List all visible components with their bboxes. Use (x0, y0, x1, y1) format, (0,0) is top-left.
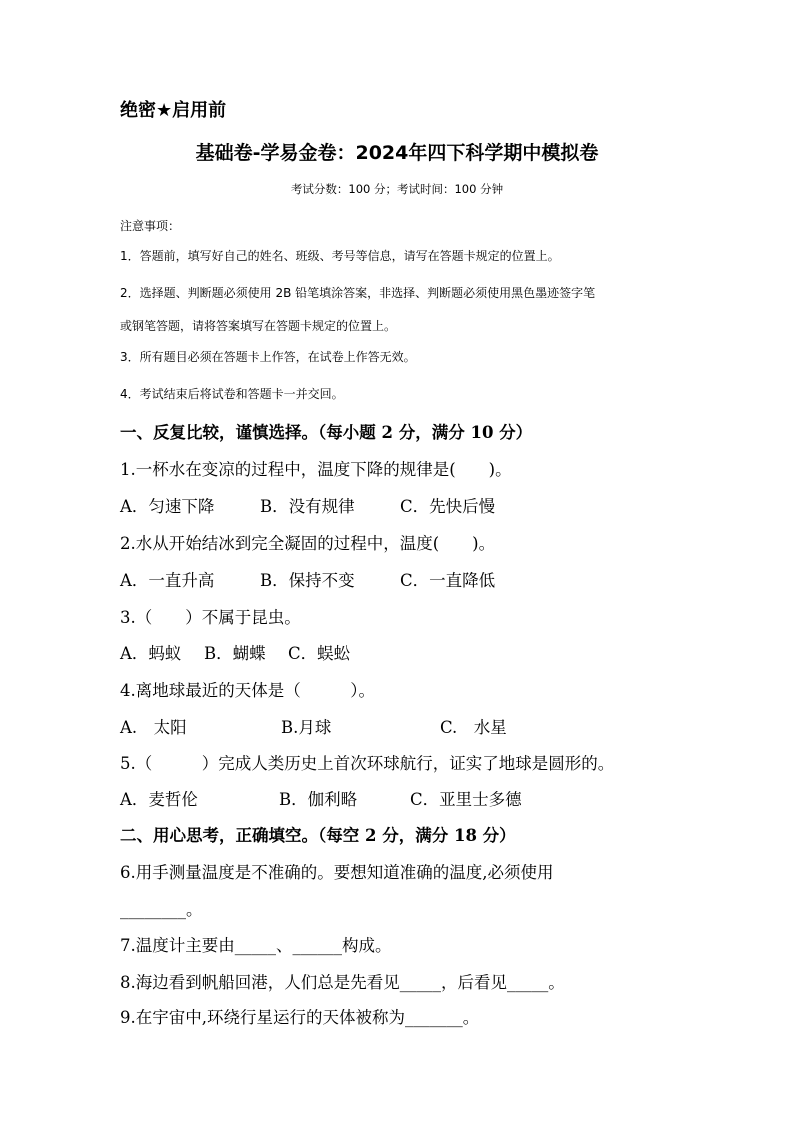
exam-title: 基础卷-学易金卷：2024年四下科学期中模拟卷 (195, 142, 599, 164)
notice-item: 3．所有题目必须在答题卡上作答，在试卷上作答无效。 (120, 350, 416, 364)
question-1: 1.一杯水在变凉的过程中，温度下降的规律是( )。 (120, 460, 512, 479)
question-3-option-c: C．蜈蚣 (288, 644, 351, 663)
confidential-label: 绝密★启用前 (120, 100, 227, 121)
question-8: 8.海边看到帆船回港，人们总是先看见_____，后看见_____。 (120, 973, 565, 992)
question-6-blank: ________。 (120, 900, 203, 919)
question-5-option-a: A．麦哲伦 (120, 790, 198, 809)
question-3-option-b: B．蝴蝶 (204, 644, 266, 663)
section-1-heading: 一、反复比较，谨慎选择。（每小题 2 分，满分 10 分） (120, 423, 533, 442)
question-4-option-b: B.月球 (281, 718, 332, 737)
question-1-option-a: A．匀速下降 (120, 497, 215, 516)
question-2: 2.水从开始结冰到完全凝固的过程中，温度( )。 (120, 534, 496, 553)
section-2-heading: 二、用心思考，正确填空。（每空 2 分，满分 18 分） (120, 826, 516, 845)
question-3-option-a: A．蚂蚁 (120, 644, 182, 663)
question-4-option-c: C. 水星 (440, 718, 507, 737)
question-2-option-a: A．一直升高 (120, 571, 215, 590)
notice-item: 2．选择题、判断题必须使用 2B 铅笔填涂答案，非选择、判断题必须使用黑色墨迹签字笔 (120, 286, 596, 300)
question-3: 3.（ ）不属于昆虫。 (120, 608, 301, 627)
question-9: 9.在宇宙中,环绕行星运行的天体被称为_______。 (120, 1008, 480, 1027)
question-1-option-b: B．没有规律 (260, 497, 355, 516)
question-4: 4.离地球最近的天体是（ ）。 (120, 681, 375, 700)
notice-item: 4．考试结束后将试卷和答题卡一并交回。 (120, 387, 344, 401)
notice-heading: 注意事项： (120, 219, 181, 233)
notice-item: 或钢笔答题，请将答案填写在答题卡规定的位置上。 (120, 319, 397, 333)
question-5-option-b: B．伽利略 (279, 790, 358, 809)
question-7: 7.温度计主要由_____、______构成。 (120, 936, 392, 955)
question-2-option-c: C．一直降低 (400, 571, 496, 590)
question-6: 6.用手测量温度是不准确的。要想知道准确的温度,必须使用 (120, 863, 554, 882)
question-5: 5.（ ）完成人类历史上首次环球航行，证实了地球是圆形的。 (120, 754, 615, 773)
question-4-option-a: A. 太阳 (120, 718, 187, 737)
question-2-option-b: B．保持不变 (260, 571, 355, 590)
question-1-option-c: C．先快后慢 (400, 497, 496, 516)
notice-item: 1．答题前，填写好自己的姓名、班级、考号等信息，请写在答题卡规定的位置上。 (120, 249, 560, 263)
question-5-option-c: C．亚里士多德 (410, 790, 522, 809)
exam-info: 考试分数：100 分；考试时间：100 分钟 (290, 182, 504, 196)
